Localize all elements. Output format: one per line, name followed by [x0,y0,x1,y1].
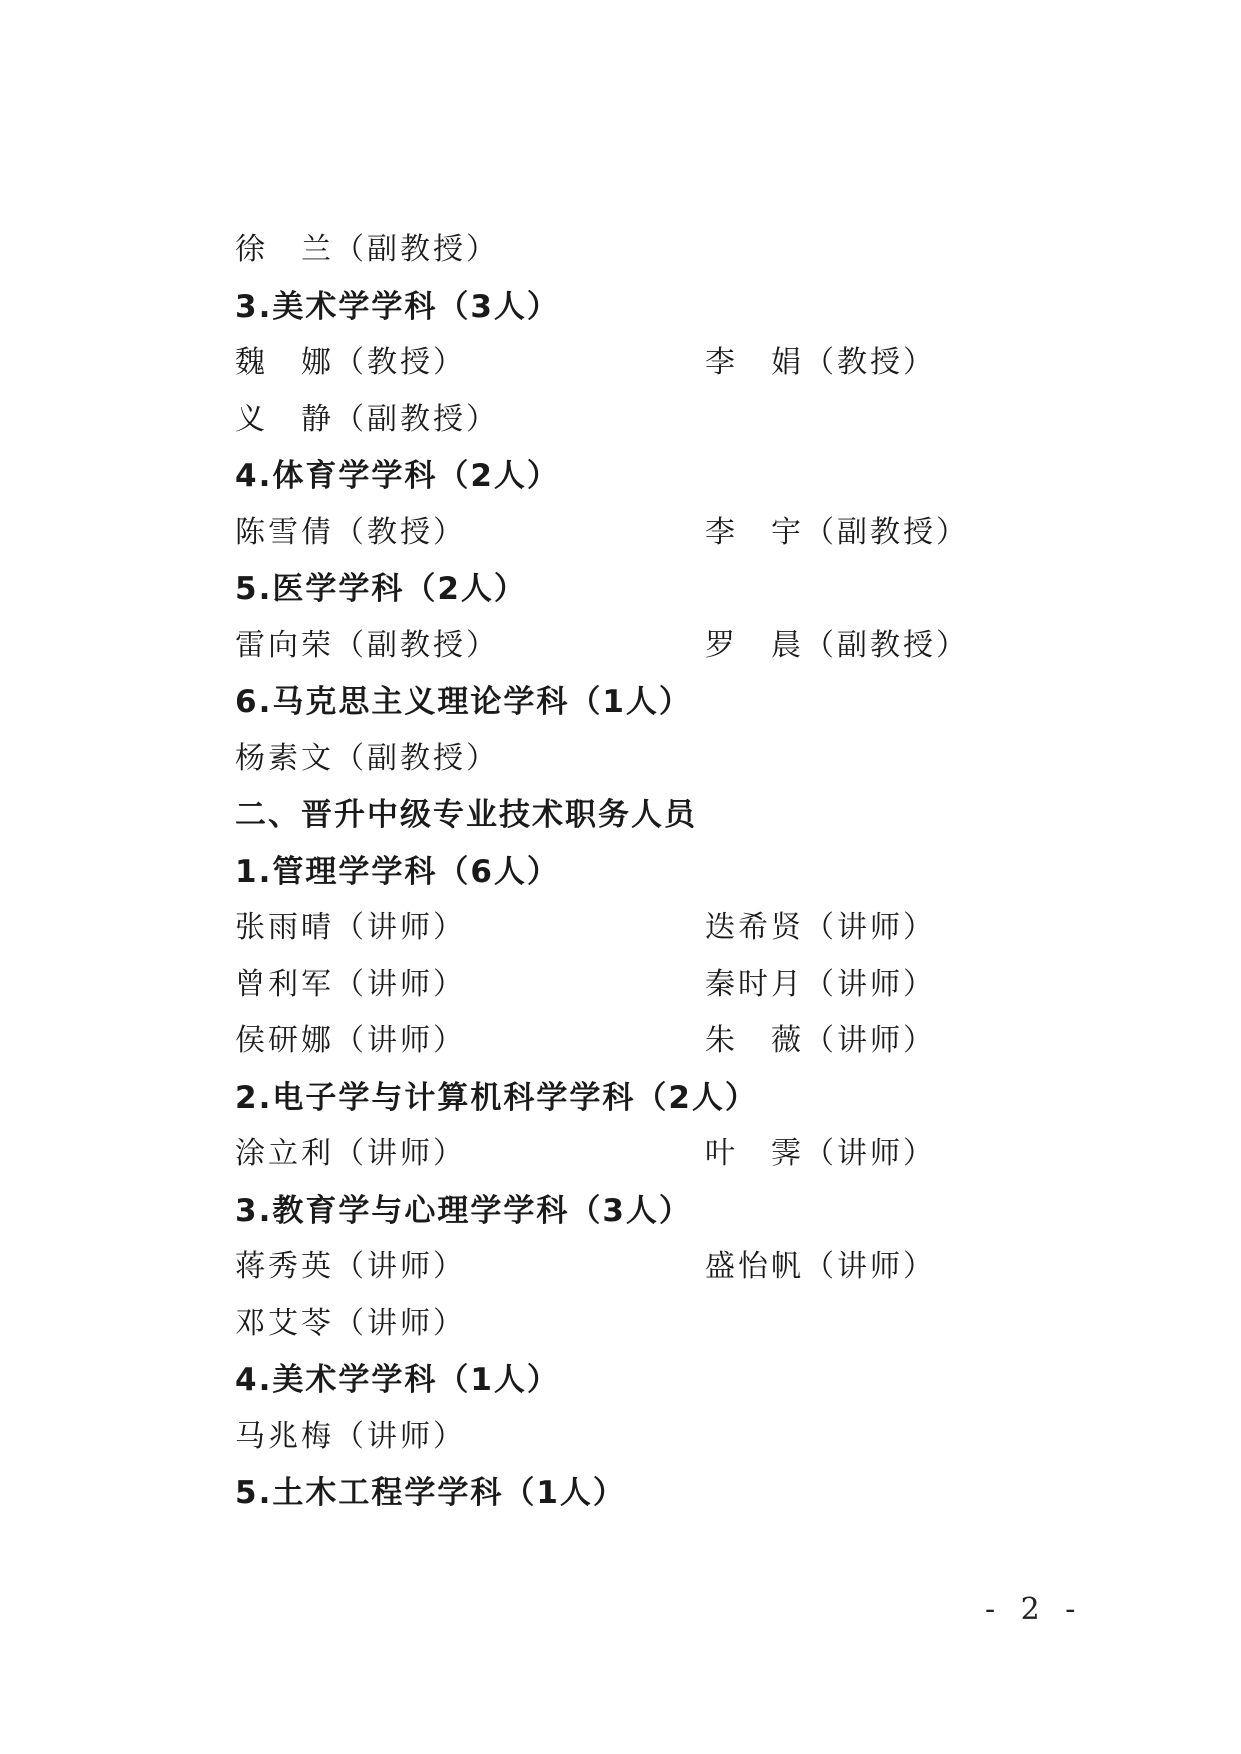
section-heading: 2.电子学与计算机科学学科（2人） [235,1079,758,1116]
name-row [235,1296,1055,1353]
person-entry-right: 李 娟（教授） [705,345,936,380]
section-heading: 6.马克思主义理论学科（1人） [235,684,692,720]
section-heading: 4.美术学学科（1人） [235,1362,560,1398]
person-entry-left: 马兆梅（讲师） [235,1418,466,1454]
name-row [235,731,1055,788]
person-entry-left: 邓艾苓（讲师） [235,1305,466,1341]
name-row [235,900,1055,957]
person-entry-left: 杨素文（副教授） [235,740,499,776]
document-body [235,222,1055,1522]
person-entry-right: 秦时月（讲师） [705,966,936,1002]
person-entry-left: 陈雪倩（教授） [235,514,466,550]
person-entry-left: 曾利军（讲师） [235,966,466,1002]
name-row [235,1013,1055,1070]
person-entry-right: 盛怡帆（讲师） [705,1249,936,1284]
person-entry-left: 侯研娜（讲师） [235,1023,466,1058]
person-entry-left: 徐 兰（副教授） [235,232,499,267]
section-heading: 3.教育学与心理学学科（3人） [235,1192,692,1229]
person-entry-left: 雷向荣（副教授） [235,627,499,663]
section-heading: 1.管理学学科（6人） [235,853,560,890]
name-row [235,618,1055,675]
person-entry-left: 张雨晴（讲师） [235,910,466,945]
person-entry-left: 蒋秀英（讲师） [235,1249,466,1284]
name-row [235,1409,1055,1466]
person-entry-right: 朱 薇（讲师） [705,1023,936,1058]
section-heading: 5.土木工程学学科（1人） [235,1475,626,1511]
page-number: - 2 - [985,1592,1084,1627]
name-row [235,392,1055,449]
section-heading: 5.医学学科（2人） [235,571,527,607]
name-row [235,335,1055,392]
person-entry-left: 涂立利（讲师） [235,1136,466,1171]
person-entry-right: 叶 霁（讲师） [705,1136,936,1171]
section-heading: 二、晋升中级专业技术职务人员 [235,797,697,833]
section-heading: 3.美术学学科（3人） [235,288,560,325]
person-entry-right: 迭希贤（讲师） [705,910,936,945]
person-entry-left: 魏 娜（教授） [235,345,466,380]
person-entry-left: 义 静（副教授） [235,401,499,437]
section-heading: 4.体育学学科（2人） [235,458,560,494]
name-row [235,222,1055,279]
name-row [235,1126,1055,1183]
person-entry-right: 罗 晨（副教授） [705,627,969,663]
name-row [235,1239,1055,1296]
person-entry-right: 李 宇（副教授） [705,514,969,550]
name-row [235,957,1055,1014]
name-row [235,505,1055,562]
